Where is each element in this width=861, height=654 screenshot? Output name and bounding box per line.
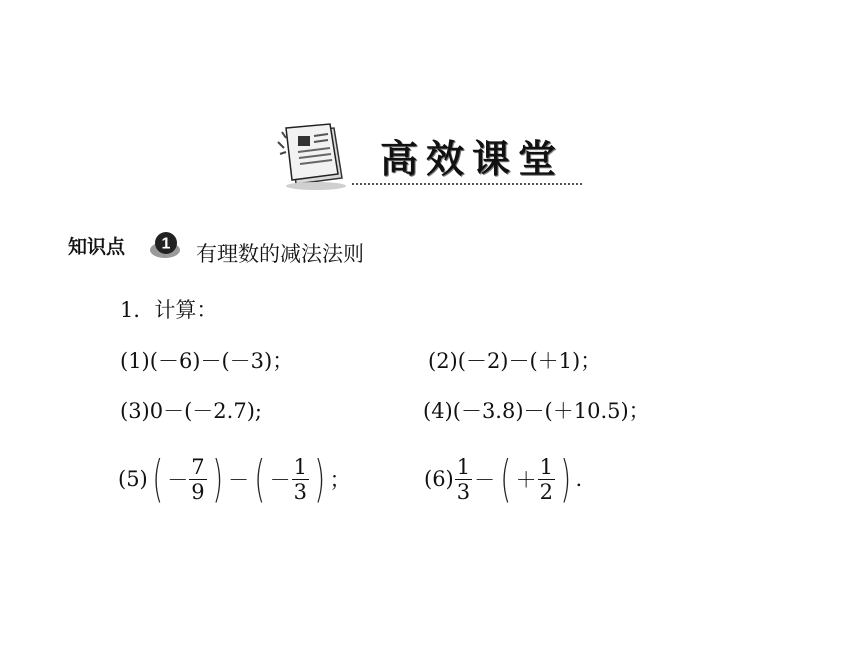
fraction-sign: － xyxy=(269,468,291,492)
fraction xyxy=(292,455,309,504)
knowledge-point-number-badge xyxy=(148,228,182,262)
left-paren: ( xyxy=(500,450,512,508)
numerator: 7 xyxy=(191,454,205,479)
denominator: 2 xyxy=(539,479,554,504)
end-punctuation: . xyxy=(575,467,583,491)
problem-5 xyxy=(118,445,351,513)
question-heading: 1．计算： xyxy=(120,298,218,322)
knowledge-point-title: 有理数的减法法则 xyxy=(196,242,364,266)
title-dotted-underline xyxy=(352,183,582,185)
problem-2: (2)(－2)－(＋1)； xyxy=(428,349,602,373)
problem-5-label: (5) xyxy=(118,467,148,491)
denominator: 9 xyxy=(191,479,205,504)
page-title: 高效课堂 xyxy=(380,137,565,181)
problem-4: (4)(－3.8)－(＋10.5)； xyxy=(423,399,650,423)
problem-1: (1)(－6)－(－3)； xyxy=(120,349,294,373)
numerator: 1 xyxy=(539,454,554,479)
problem-3: (3)0－(－2.7); xyxy=(120,399,262,423)
problem-6 xyxy=(424,445,582,513)
end-punctuation: ； xyxy=(329,468,351,492)
numerator: 1 xyxy=(293,454,308,479)
fraction xyxy=(538,455,555,504)
knowledge-point-number: 1 xyxy=(161,235,171,253)
fraction-sign: － xyxy=(167,468,189,492)
left-paren: ( xyxy=(254,450,266,508)
denominator: 3 xyxy=(456,479,471,504)
fraction xyxy=(455,455,472,504)
left-paren: ( xyxy=(152,450,163,508)
right-paren: ) xyxy=(560,450,572,508)
numerator: 1 xyxy=(456,454,471,479)
knowledge-point-tag: 知识点 xyxy=(68,236,126,258)
fraction xyxy=(189,455,206,504)
problem-6-label: (6) xyxy=(424,467,454,491)
right-paren: ) xyxy=(212,450,223,508)
minus-operator: － xyxy=(474,468,496,492)
right-paren: ) xyxy=(314,450,326,508)
minus-operator: － xyxy=(228,468,250,492)
document-stack-icon xyxy=(276,118,354,192)
denominator: 3 xyxy=(293,479,308,504)
fraction-sign: ＋ xyxy=(515,468,537,492)
